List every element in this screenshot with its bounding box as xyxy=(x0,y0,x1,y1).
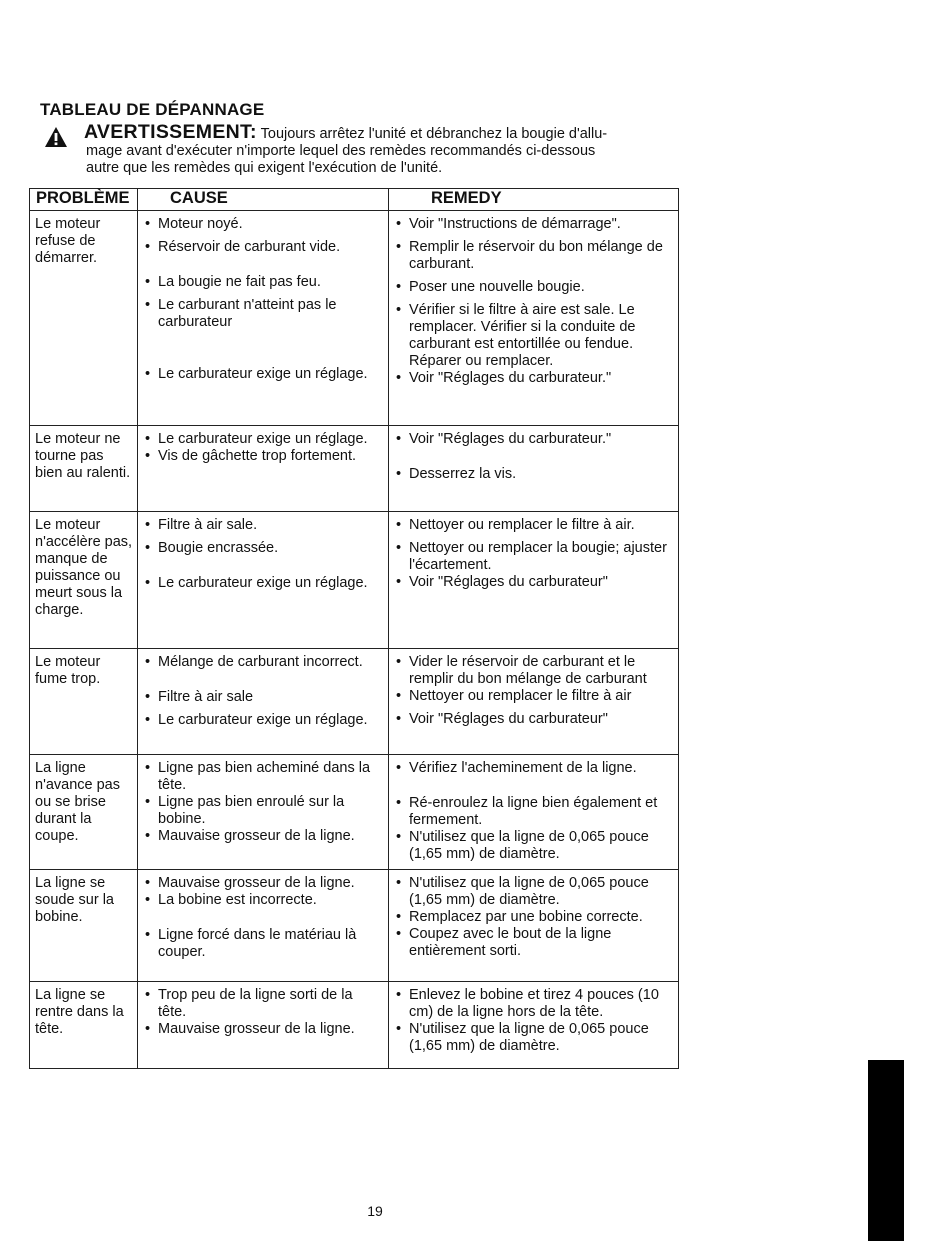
remedy-item: • Nettoyer ou remplacer le filtre à air. xyxy=(394,517,674,534)
remedy-item: • Vider le réservoir de carburant et le remplir du bon mélange de carburant xyxy=(394,654,674,688)
table-row xyxy=(30,755,679,870)
header-remedy: REMEDY xyxy=(389,189,679,211)
cause-item: • La bougie ne fait pas feu. xyxy=(143,274,384,291)
cause-cell xyxy=(138,982,389,1069)
remedy-item: • N'utilisez que la ligne de 0,065 pouce (1,65 mm) de diamètre. xyxy=(394,1021,674,1055)
remedy-item: • N'utilisez que la ligne de 0,065 pouce (1,65 mm) de diamètre. xyxy=(394,829,674,863)
cause-item: • Ligne pas bien enroulé sur la bobine. xyxy=(143,794,384,828)
cause-item: • Le carburant n'atteint pas le carburateur xyxy=(143,297,384,331)
remedy-cell xyxy=(389,426,679,512)
remedy-item: • Voir "Instructions de démarrage". xyxy=(394,216,674,233)
problem-cell: La ligne se soude sur la bobine. xyxy=(30,870,138,982)
cause-item: • Ligne pas bien acheminé dans la tête. xyxy=(143,760,384,794)
cause-item: • Moteur noyé. xyxy=(143,216,384,233)
cause-item: • Filtre à air sale. xyxy=(143,517,384,534)
remedy-item: • Voir "Réglages du carburateur" xyxy=(394,711,674,728)
section-title: TABLEAU DE DÉPANNAGE xyxy=(40,100,265,119)
remedy-cell xyxy=(389,755,679,870)
warning-heading: AVERTISSEMENT: xyxy=(84,121,257,143)
troubleshooting-table xyxy=(29,188,679,1069)
cause-item: • Réservoir de carburant vide. xyxy=(143,239,384,256)
remedy-item: • Remplir le réservoir du bon mélange de carburant. xyxy=(394,239,674,273)
problem-cell: Le moteur n'accélère pas, manque de puissance ou meurt sous la charge. xyxy=(30,512,138,649)
cause-item: • Filtre à air sale xyxy=(143,689,384,706)
cause-item: • Le carburateur exige un réglage. xyxy=(143,366,384,383)
remedy-item: • Vérifier si le filtre à aire est sale. Le remplacer. Vérifier si la conduite de carburant est entortillée ou fendue. Réparer ou remplacer. xyxy=(394,302,674,370)
cause-item: • Mélange de carburant incorrect. xyxy=(143,654,384,671)
cause-item: • Ligne forcé dans le matériau là couper. xyxy=(143,927,384,961)
problem-cell: Le moteur refuse de démarrer. xyxy=(30,211,138,426)
cause-item: • Mauvaise grosseur de la ligne. xyxy=(143,875,384,892)
remedy-cell xyxy=(389,512,679,649)
remedy-item: • Desserrez la vis. xyxy=(394,466,674,483)
cause-item: • Le carburateur exige un réglage. xyxy=(143,575,384,592)
header-problem: PROBLÈME xyxy=(30,189,138,211)
cause-cell xyxy=(138,870,389,982)
table-row xyxy=(30,211,679,426)
table-header-row xyxy=(30,189,679,211)
cause-cell xyxy=(138,211,389,426)
warning-line-3: autre que les remèdes qui exigent l'exécution de l'unité. xyxy=(86,160,443,176)
remedy-item: • Voir "Réglages du carburateur." xyxy=(394,431,674,448)
remedy-item: • Voir "Réglages du carburateur." xyxy=(394,370,674,387)
remedy-item: • Poser une nouvelle bougie. xyxy=(394,279,674,296)
problem-cell: Le moteur fume trop. xyxy=(30,649,138,755)
remedy-cell xyxy=(389,870,679,982)
warning-line-2: mage avant d'exécuter n'importe lequel des remèdes recommandés ci-dessous xyxy=(86,143,596,159)
remedy-item: • Nettoyer ou remplacer la bougie; ajuster l'écartement. xyxy=(394,540,674,574)
cause-cell xyxy=(138,426,389,512)
remedy-cell xyxy=(389,649,679,755)
cause-item: • La bobine est incorrecte. xyxy=(143,892,384,909)
remedy-item: • Ré-enroulez la ligne bien également et fermement. xyxy=(394,795,674,829)
cause-item: • Bougie encrassée. xyxy=(143,540,384,557)
remedy-item: • Nettoyer ou remplacer le filtre à air xyxy=(394,688,674,705)
remedy-item: • Vérifiez l'acheminement de la ligne. xyxy=(394,760,674,777)
cause-cell xyxy=(138,649,389,755)
remedy-cell xyxy=(389,982,679,1069)
table-row xyxy=(30,426,679,512)
cause-item: • Mauvaise grosseur de la ligne. xyxy=(143,828,384,845)
section-tab-marker xyxy=(868,1060,904,1241)
remedy-item: • Remplacez par une bobine correcte. xyxy=(394,909,674,926)
remedy-item: • Coupez avec le bout de la ligne entièrement sorti. xyxy=(394,926,674,960)
cause-item: • Vis de gâchette trop fortement. xyxy=(143,448,384,465)
warning-triangle-icon xyxy=(44,126,68,148)
remedy-item: • N'utilisez que la ligne de 0,065 pouce (1,65 mm) de diamètre. xyxy=(394,875,674,909)
problem-cell: La ligne n'avance pas ou se brise durant la coupe. xyxy=(30,755,138,870)
problem-cell: La ligne se rentre dans la tête. xyxy=(30,982,138,1069)
remedy-item: • Voir "Réglages du carburateur" xyxy=(394,574,674,591)
warning-line-1: Toujours arrêtez l'unité et débranchez la bougie d'allu- xyxy=(260,126,608,142)
cause-item: • Le carburateur exige un réglage. xyxy=(143,431,384,448)
table-row xyxy=(30,512,679,649)
cause-item: • Trop peu de la ligne sorti de la tête. xyxy=(143,987,384,1021)
table-row xyxy=(30,870,679,982)
cause-cell xyxy=(138,755,389,870)
remedy-cell xyxy=(389,211,679,426)
problem-cell: Le moteur ne tourne pas bien au ralenti. xyxy=(30,426,138,512)
remedy-item: • Enlevez le bobine et tirez 4 pouces (10 cm) de la ligne hors de la tête. xyxy=(394,987,674,1021)
table-row xyxy=(30,649,679,755)
cause-cell xyxy=(138,512,389,649)
table-row xyxy=(30,982,679,1069)
cause-item: • Le carburateur exige un réglage. xyxy=(143,712,384,729)
warning-block xyxy=(44,121,674,177)
header-cause: CAUSE xyxy=(138,189,389,211)
page-number: 19 xyxy=(367,1203,383,1219)
cause-item: • Mauvaise grosseur de la ligne. xyxy=(143,1021,384,1038)
